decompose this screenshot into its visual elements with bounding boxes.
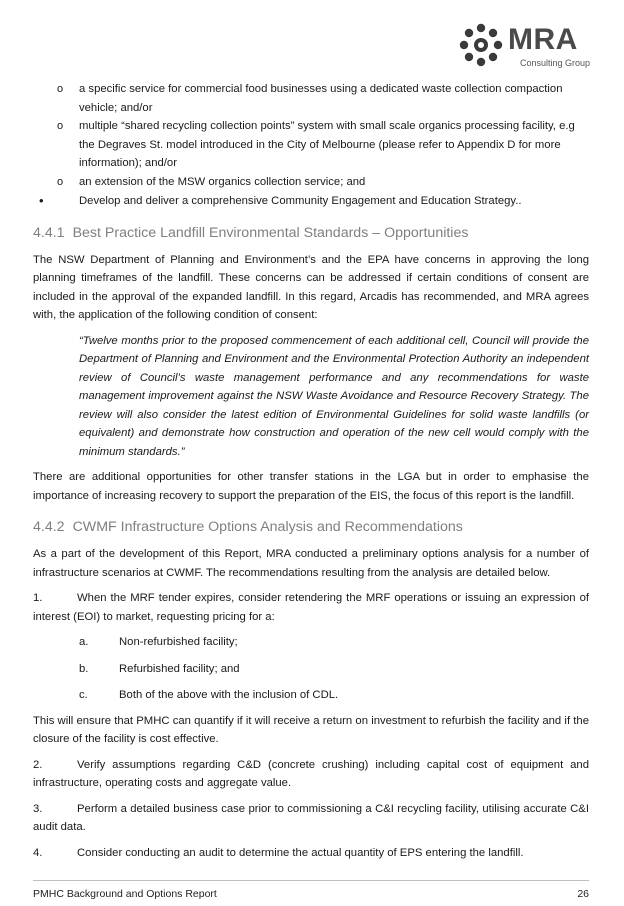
bullet-icon: •: [39, 193, 44, 208]
tender-options-list: [33, 633, 589, 705]
hollow-bullet-icon: o: [57, 175, 64, 188]
recommendation-3: 3. Perform a detailed business case prior to commissioning a C&I recycling facility, utilising accurate C&I audit data.: [33, 802, 589, 833]
bullet-item: • Develop and deliver a comprehensive Community Engagement and Education Strategy..: [33, 192, 589, 211]
after-options-para: This will ensure that PMHC can quantify if it will receive a return on investment to refurbish the facility and if the closure of the facility is cost effective.: [33, 714, 589, 745]
mra-logo: [458, 22, 618, 76]
section1-para1: The NSW Department of Planning and Environment’s and the EPA have concerns in approving the long planning timeframes of the landfill. These concerns can be addressed if certain conditions of consent are included in the approval of the expanded landfill. In this regard, Arcadis has recommended, and MRA agrees with, the application of the following condition of consent:: [33, 253, 589, 321]
list-item: o an extension of the MSW organics collection service; and: [79, 173, 589, 192]
list-item: b. Refurbished facility; and: [79, 662, 240, 675]
logo-subtitle: Consulting Group: [520, 58, 591, 68]
section2-intro: As a part of the development of this Report, MRA conducted a preliminary options analysis for a number of infrastructure scenarios at CWMF. The recommendations resulting from the analysis are detailed below.: [33, 548, 589, 579]
footer-title: PMHC Background and Options Report: [33, 888, 217, 900]
recommendation-2: 2. Verify assumptions regarding C&D (concrete crushing) including capital cost of equipment and infrastructure, operating costs and aggregate value.: [33, 758, 589, 789]
body-content: [33, 80, 589, 862]
list-item: c. Both of the above with the inclusion of CDL.: [79, 689, 339, 701]
recommendation-4: 4. Consider conducting an audit to determine the actual quantity of EPS entering the landfill.: [33, 846, 524, 859]
sub-bullet-list: [33, 80, 589, 191]
hollow-bullet-icon: o: [57, 83, 64, 95]
recommendation-1: 1. When the MRF tender expires, consider retendering the MRF operations or issuing an expression of interest (EOI) to market, requesting pricing for a:: [33, 592, 589, 623]
page-number: 26: [577, 888, 589, 900]
logo-wordmark: MRA: [508, 23, 578, 56]
section1-para2: There are additional opportunities for other transfer stations in the LGA but in order to emphasise the importance of increasing recovery to support the preparation of the EIS, the focus of this report is the landfill.: [33, 471, 589, 502]
logo-emblem-icon: [458, 22, 504, 68]
section-heading-4-4-1: 4.4.1 Best Practice Landfill Environmental Standards – Opportunities: [33, 224, 469, 241]
hollow-bullet-icon: o: [57, 120, 64, 132]
list-item: o multiple “shared recycling collection points” system with small scale organics processing facility, e.g the Degraves St. model introduced in the City of Melbourne (please refer to Appendix D for more information); and/or: [79, 117, 589, 173]
section-heading-4-4-2: 4.4.2 CWMF Infrastructure Options Analysis and Recommendations: [33, 519, 463, 535]
consent-condition-quote: “Twelve months prior to the proposed commencement of each additional cell, Council will provide the Department of Planning and Environment and the Environmental Protection Authority an independent review of Council’s waste management performance and any recommendations for waste management improvement against the NSW Waste Avoidance and Resource Recovery Strategy. The review will also consider the latest edition of Environmental Guidelines for solid waste landfills (or equivalent) and demonstrate how construction and operation of the new cell would comply with the minimum standards.”: [79, 334, 589, 458]
list-item: o a specific service for commercial food businesses using a dedicated waste collection compaction vehicle; and/or: [79, 80, 589, 117]
footer-rule: [33, 880, 589, 881]
list-item: a. Non-refurbished facility;: [79, 636, 238, 648]
